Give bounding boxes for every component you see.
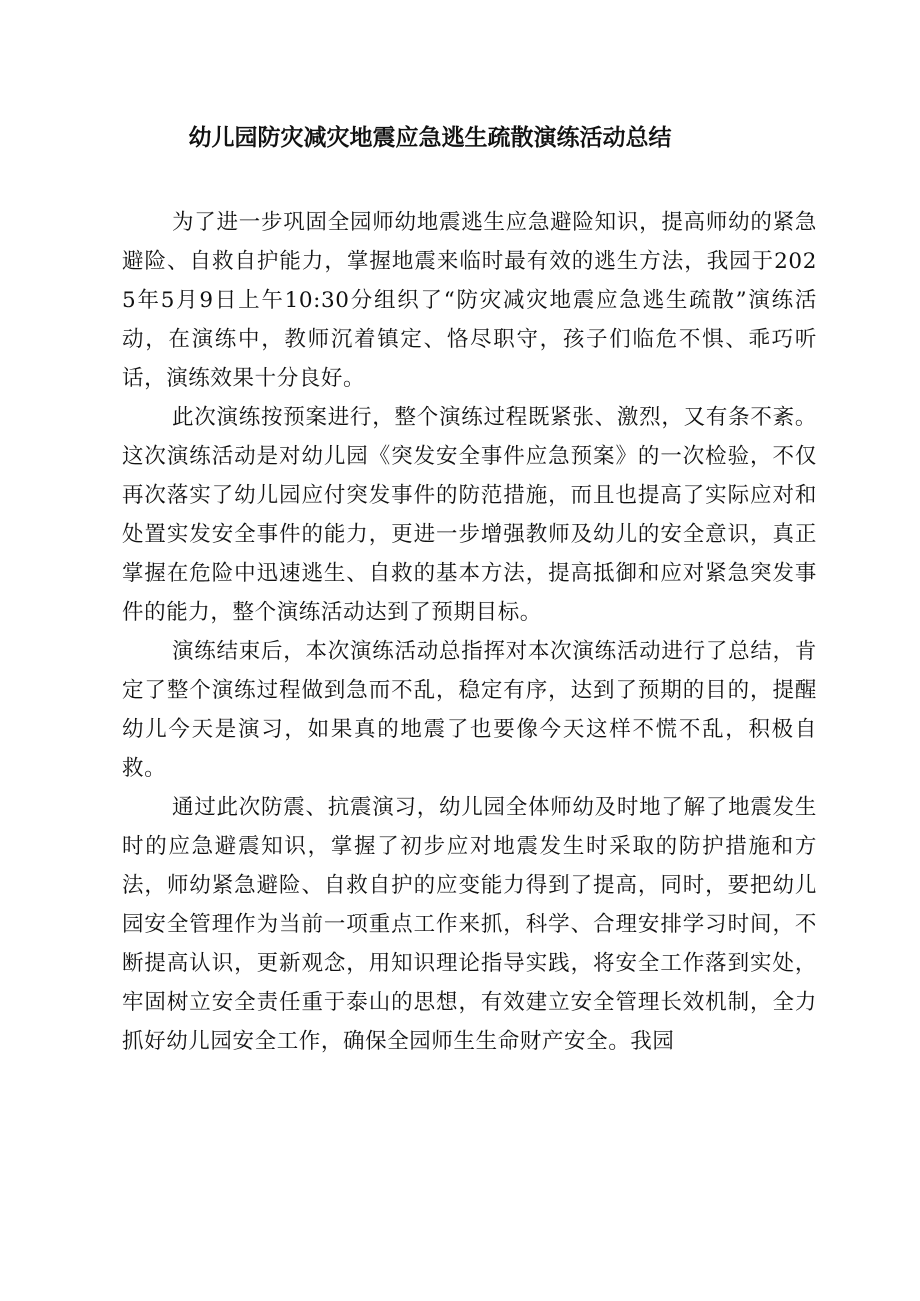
- paragraph-2: 此次演练按预案进行，整个演练过程既紧张、激烈，又有条不紊。这次演练活动是对幼儿园《突发安全事件应急预案》的一次检验，不仅再次落实了幼儿园应付突发事件的防范措施，而且也提高了实际应对和处置实发安全事件的能力，更进一步增强教师及幼儿的安全意识，真正掌握在危险中迅速逃生、自救的基本方法，提高抵御和应对紧急突发事件的能力，整个演练活动达到了预期目标。: [122, 405, 817, 625]
- document-body: [122, 203, 817, 1061]
- paragraph-4: 通过此次防震、抗震演习，幼儿园全体师幼及时地了解了地震发生时的应急避震知识，掌握了初步应对地震发生时采取的防护措施和方法，师幼紧急避险、自救自护的应变能力得到了提高，同时，要把幼儿园安全管理作为当前一项重点工作来抓，科学、合理安排学习时间，不断提高认识，更新观念，用知识理论指导实践，将安全工作落到实处，牢固树立安全责任重于泰山的思想，有效建立安全管理长效机制，全力抓好幼儿园安全工作，确保全园师生生命财产安全。我园: [122, 795, 817, 1054]
- paragraph-3: 演练结束后，本次演练活动总指挥对本次演练活动进行了总结，肯定了整个演练过程做到急而不乱，稳定有序，达到了预期的目的，提醒幼儿今天是演习，如果真的地震了也要像今天这样不慌不乱，积极自救。: [122, 639, 817, 781]
- paragraph-1: 为了进一步巩固全园师幼地震逃生应急避险知识，提高师幼的紧急避险、自救自护能力，掌握地震来临时最有效的逃生方法，我园于2025年5月9日上午10:30分组织了“防灾减灾地震应急逃生疏散”演练活动，在演练中，教师沉着镇定、恪尽职守，孩子们临危不惧、乖巧听话，演练效果十分良好。: [122, 210, 817, 391]
- document-title: 幼儿园防灾减灾地震应急逃生疏散演练活动总结: [188, 125, 672, 151]
